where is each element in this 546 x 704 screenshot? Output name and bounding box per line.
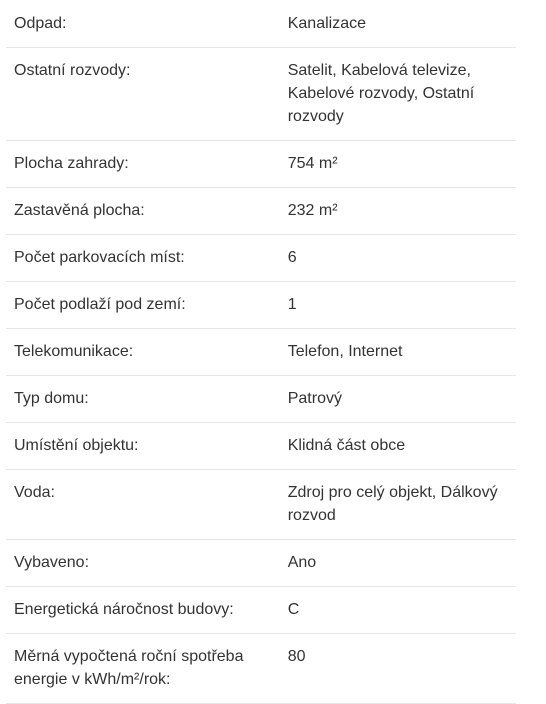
row-label: Počet podlaží pod zemí: xyxy=(6,282,266,329)
table-row xyxy=(6,423,516,470)
row-value: Klidná část obce xyxy=(266,423,516,470)
row-value: Satelit, Kabelová televize, Kabelové rozvody, Ostatní rozvody xyxy=(266,48,516,141)
row-value: 80 xyxy=(266,634,516,704)
row-label: Ostatní rozvody: xyxy=(6,48,266,141)
row-value: Zdroj pro celý objekt, Dálkový rozvod xyxy=(266,470,516,540)
table-row xyxy=(6,587,516,634)
row-label: Odpad: xyxy=(6,0,266,48)
row-value: Patrový xyxy=(266,376,516,423)
row-label: Měrná vypočtená roční spotřeba energie v kWh/m²/rok: xyxy=(6,634,266,704)
table-row xyxy=(6,235,516,282)
row-label: Plocha zahrady: xyxy=(6,141,266,188)
row-value: 232 m² xyxy=(266,188,516,235)
table-row xyxy=(6,282,516,329)
row-label: Energetická náročnost budovy: xyxy=(6,587,266,634)
row-value: Telefon, Internet xyxy=(266,329,516,376)
property-details-table xyxy=(6,0,516,704)
row-label: Voda: xyxy=(6,470,266,540)
row-label: Umístění objektu: xyxy=(6,423,266,470)
table-row xyxy=(6,329,516,376)
row-label: Telekomunikace: xyxy=(6,329,266,376)
table-row xyxy=(6,0,516,48)
row-value: Kanalizace xyxy=(266,0,516,48)
row-value: 6 xyxy=(266,235,516,282)
row-value: 754 m² xyxy=(266,141,516,188)
table-row xyxy=(6,634,516,704)
table-row xyxy=(6,470,516,540)
table-row xyxy=(6,540,516,587)
table-row xyxy=(6,48,516,141)
row-value: 1 xyxy=(266,282,516,329)
row-label: Zastavěná plocha: xyxy=(6,188,266,235)
table-row xyxy=(6,188,516,235)
table-row xyxy=(6,141,516,188)
table-row xyxy=(6,376,516,423)
row-label: Typ domu: xyxy=(6,376,266,423)
row-value: Ano xyxy=(266,540,516,587)
row-label: Vybaveno: xyxy=(6,540,266,587)
row-label: Počet parkovacích míst: xyxy=(6,235,266,282)
row-value: C xyxy=(266,587,516,634)
